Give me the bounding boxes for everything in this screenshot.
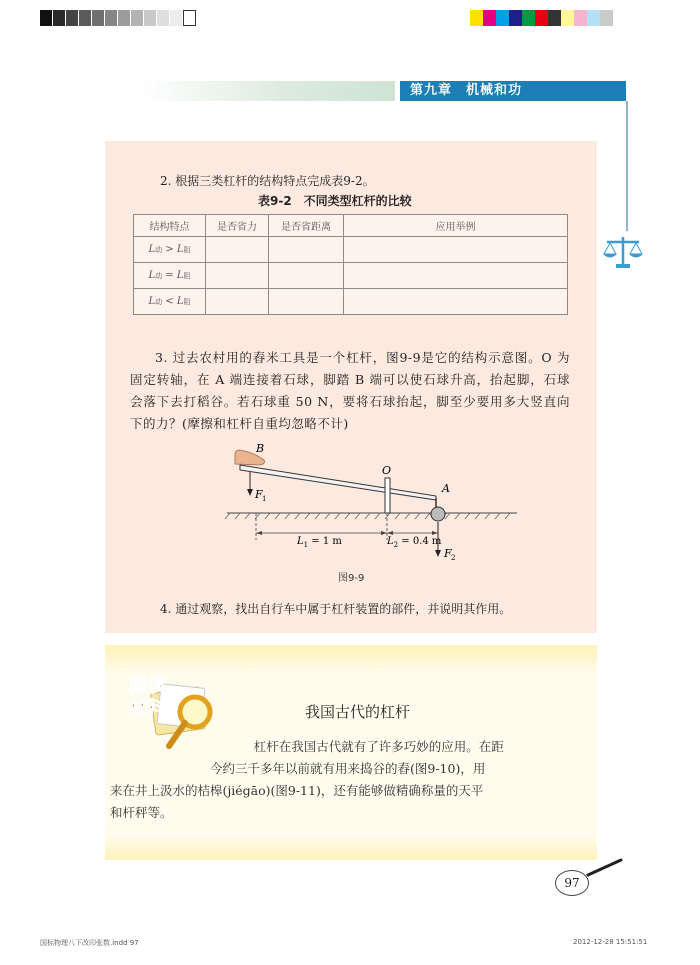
reading-body xyxy=(110,736,580,824)
chapter-header: 第九章 机械和功 xyxy=(400,81,626,101)
table-header-row xyxy=(134,215,568,237)
gray-swatch xyxy=(92,10,105,26)
gray-swatch xyxy=(40,10,53,26)
label-f1-sub: 1 xyxy=(262,495,267,503)
footer-timestamp: 2012-12-28 15:51:51 xyxy=(573,938,648,946)
color-swatch xyxy=(587,10,600,26)
reading-line: 来在井上汲水的桔槔(jiégāo)(图9-11)，还有能够做精确称量的天平 xyxy=(110,783,484,798)
question-2: 2. 根据三类杠杆的结构特点完成表9-2。 xyxy=(160,174,375,188)
gray-swatch xyxy=(66,10,79,26)
color-swatch xyxy=(483,10,496,26)
question-3: 3. 过去农村用的舂米工具是一个杠杆，图9-9是它的结构示意图。O 为固定转轴，在 A 端连接着石球，脚踏 B 端可以使石球升高，抬起脚，石球会落下去打稻谷。若石球重 50 N，要将石球抬起，脚至少要用多大竖直向下的力？(摩擦和杠杆自重均忽略不计) xyxy=(130,350,570,431)
color-calibration-bar xyxy=(470,10,613,26)
color-swatch xyxy=(561,10,574,26)
ground-hatching xyxy=(225,513,510,519)
blank-cell[interactable] xyxy=(344,263,568,289)
color-swatch xyxy=(600,10,613,26)
label-b: B xyxy=(256,442,265,455)
row-label: L动 > L阻 xyxy=(134,237,206,263)
gray-swatch xyxy=(157,10,170,26)
lever-figure xyxy=(222,440,522,570)
l1-arrow-right xyxy=(381,531,387,535)
badge-text-bottom: 材料 xyxy=(129,698,165,719)
l2-arrow-right xyxy=(432,531,438,535)
blank-cell[interactable] xyxy=(206,237,269,263)
label-f1: F xyxy=(255,488,263,501)
page-number: 97 xyxy=(555,870,589,896)
blank-cell[interactable] xyxy=(269,289,344,315)
label-l1: $L_1 = 1$ m xyxy=(297,536,342,549)
l2-arrow-left xyxy=(387,531,393,535)
row-label: L动 = L阻 xyxy=(134,263,206,289)
label-f2: F xyxy=(444,547,452,560)
row-label: L动 < L阻 xyxy=(134,289,206,315)
table-row xyxy=(134,237,568,263)
color-swatch xyxy=(548,10,561,26)
reading-line: 今约三千多年以前就有用来捣谷的舂(图9-10)，用 xyxy=(210,761,486,776)
table-row xyxy=(134,263,568,289)
color-swatch xyxy=(535,10,548,26)
column-header: 是否省力 xyxy=(206,215,269,237)
color-swatch xyxy=(574,10,587,26)
column-header: 应用举例 xyxy=(344,215,568,237)
force-f2-arrowhead xyxy=(435,550,441,557)
color-swatch xyxy=(496,10,509,26)
pivot-post xyxy=(385,478,390,513)
blank-cell[interactable] xyxy=(269,263,344,289)
blank-cell[interactable] xyxy=(269,237,344,263)
label-o: O xyxy=(382,464,392,477)
color-swatch xyxy=(470,10,483,26)
l1-arrow-left xyxy=(256,531,262,535)
blank-cell[interactable] xyxy=(344,289,568,315)
force-f1-arrowhead xyxy=(247,489,253,496)
header-side-rule xyxy=(626,101,628,231)
stone-ball xyxy=(431,507,445,521)
figure-caption: 图9-9 xyxy=(338,573,365,584)
column-header: 是否省距离 xyxy=(269,215,344,237)
gray-swatch xyxy=(53,10,66,26)
grayscale-calibration-bar xyxy=(40,10,196,26)
table-title: 表9-2 不同类型杠杆的比较 xyxy=(258,194,412,208)
gray-swatch xyxy=(144,10,157,26)
table-row xyxy=(134,289,568,315)
footer-file-info: 国标物理八下改印张数.indd 97 xyxy=(40,939,139,947)
badge-text-top: 阅读 xyxy=(129,676,165,697)
gray-swatch xyxy=(118,10,131,26)
gray-swatch xyxy=(170,10,183,26)
color-swatch xyxy=(509,10,522,26)
lever-beam xyxy=(240,465,436,500)
blank-cell[interactable] xyxy=(206,263,269,289)
blank-cell[interactable] xyxy=(206,289,269,315)
gray-swatch xyxy=(183,10,196,26)
color-swatch xyxy=(522,10,535,26)
reading-line: 和杆秤等。 xyxy=(110,805,173,820)
gray-swatch xyxy=(131,10,144,26)
blank-cell[interactable] xyxy=(344,237,568,263)
gray-swatch xyxy=(79,10,92,26)
reading-title: 我国古代的杠杆 xyxy=(305,703,411,721)
pen-icon xyxy=(585,856,625,878)
question-4: 4. 通过观察，找出自行车中属于杠杆装置的部件，并说明其作用。 xyxy=(160,602,512,616)
label-f2-sub: 2 xyxy=(451,554,456,562)
lever-comparison-table xyxy=(133,214,568,315)
reading-line: 杠杆在我国古代就有了许多巧妙的应用。在距 xyxy=(253,739,504,754)
label-l2: $L_2 = 0.4$ m xyxy=(387,536,442,549)
label-a: A xyxy=(442,482,450,495)
column-header: 结构特点 xyxy=(134,215,206,237)
balance-scale-icon xyxy=(603,234,643,270)
gray-swatch xyxy=(105,10,118,26)
header-gradient-strip xyxy=(140,81,395,101)
